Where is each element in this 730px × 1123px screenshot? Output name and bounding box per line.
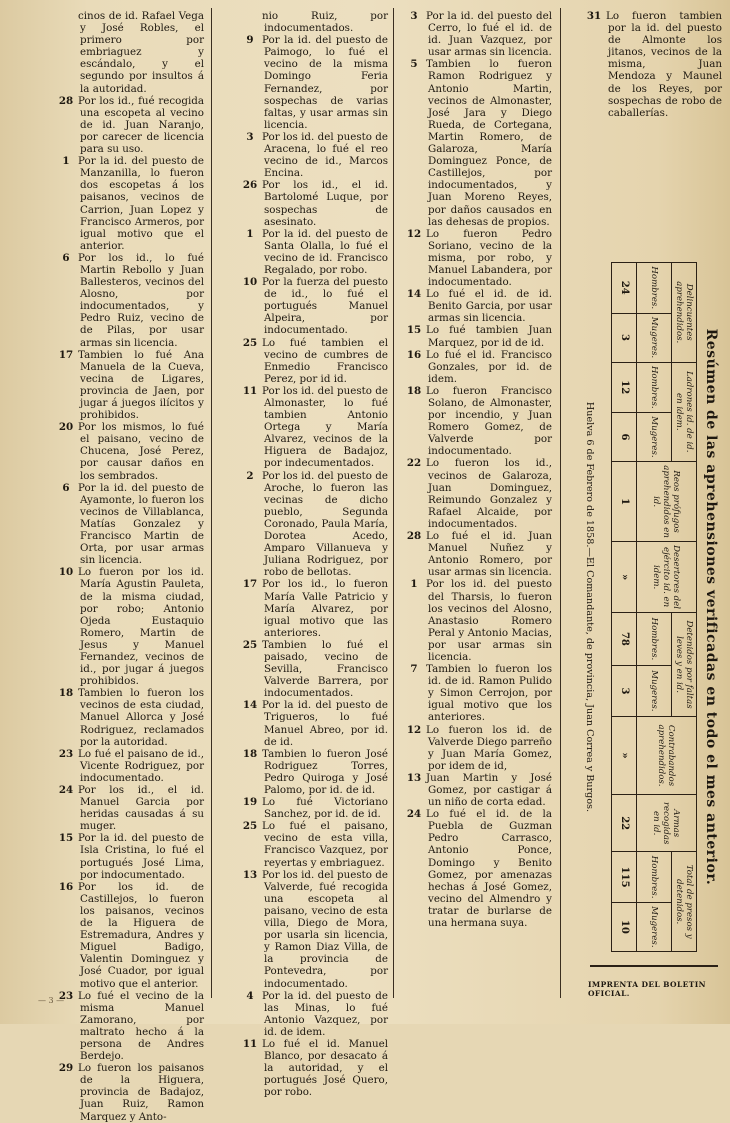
day-number: 3 (410, 10, 418, 22)
report-entry (238, 385, 388, 470)
sub-header-mugeres: Mugeres. (637, 313, 672, 362)
day-number: 18 (406, 384, 422, 397)
day-number: 25 (242, 336, 258, 349)
group-header: Delincuentes aprehendidos. (672, 263, 697, 363)
column-rule (560, 8, 561, 998)
entry-text: Por los id., el id. Manuel Garcia por heridas causadas á su muger. (78, 784, 204, 833)
report-entry (238, 470, 388, 579)
summary-values-row (612, 263, 637, 952)
entry-text: Tambien lo fueron los id. de id. Ramon Pulido y Simon Cerrojon, por igual motivo que los anteriores. (426, 663, 552, 724)
day-number: 1 (410, 578, 418, 591)
entry-text: Por los id. del puesto de Almonaster, lo fué tambien Antonio Ortega y María Alvarez, vecinos de la Higuera de Badajoz, por indecumentados. (262, 384, 388, 470)
entry-text: cinos de id. Rafael Vega y José Robles, el primero por embriaguez y escándalo, y el segundo por insultos á la autoridad. (78, 10, 204, 95)
entry-text: Lo fué el id. Francisco Gonzales, por id. de idem. (426, 348, 552, 385)
report-entry (402, 578, 552, 663)
entry-text: Tambien lo fué Ana Manuela de la Cueva, vecina de Ligares, provincia de Jaen, por jugar á juegos ilícitos y prohibidos. (78, 348, 204, 422)
day-number: 29 (58, 1062, 74, 1075)
day-number: 23 (58, 747, 74, 760)
entry-text: Lo fué el id. de id. Benito Garcia, por usar armas sin licencia. (426, 288, 552, 325)
report-entry (402, 58, 552, 227)
entry-text: Lo fué Victoriano Sanchez, por id. de id. (262, 796, 388, 821)
day-number: 1 (62, 155, 70, 168)
group-header: Contrabandos aprehendidos. (637, 717, 697, 795)
day-number: 13 (406, 771, 422, 784)
day-number: 2 (246, 469, 254, 482)
day-number: 23 (58, 989, 74, 1002)
report-entry (54, 155, 204, 252)
day-number: 24 (406, 808, 422, 821)
report-entry (402, 530, 552, 578)
report-entry (238, 869, 388, 990)
day-number: 5 (410, 58, 418, 71)
entry-text: Tambien lo fué el paisado, vecino de Sevilla, Francisco Valverde Barrera, por indocumentados. (262, 638, 388, 700)
report-entry (238, 820, 388, 868)
report-entry (238, 990, 388, 1038)
day-number: 11 (242, 1037, 258, 1050)
day-number: 14 (406, 288, 422, 301)
day-number: 11 (242, 384, 258, 397)
group-header: Desertores del ejército id. en idem. (637, 542, 697, 613)
entry-text: Por los id. de Castillejos, lo fueron los paisanos, vecinos de la Higuera de Estremadura, Andres y Miguel Badigo, Valentin Dominguez y José Cuador, por igual motivo que el anterior. (78, 880, 204, 990)
report-entry (238, 578, 388, 638)
day-number: 10 (242, 276, 258, 289)
day-number: 16 (58, 880, 74, 893)
entry-text: Lo fué el paisano, vecino de esta villa, Francisco Vazquez, por reyertas y embriaguez. (262, 820, 388, 869)
group-header: Ladrones id. de id. en idem. (672, 362, 697, 462)
entry-text: Por los id. del puesto de Aracena, lo fué el reo vecino de id., Marcos Encina. (262, 130, 388, 180)
sub-header-hombres: Hombres. (637, 852, 672, 903)
day-number: 12 (406, 227, 422, 240)
sub-header-hombres: Hombres. (637, 613, 672, 666)
table-cell: 3 (612, 313, 637, 362)
day-number: 3 (246, 130, 254, 143)
report-entry (54, 881, 204, 990)
day-number: 7 (410, 663, 418, 676)
text-column-1 (54, 10, 204, 1123)
sub-header-mugeres: Mugeres. (637, 665, 672, 716)
report-entry (54, 990, 204, 1063)
report-entry (238, 1038, 388, 1098)
group-header: Reos prófugos aprehendidos en id. (637, 462, 697, 542)
report-entry (54, 784, 204, 832)
entry-text: Por los id., fué recogida una escopeta al vecino de id. Juan Naranjo, por carecer de licencia para su uso. (78, 94, 204, 156)
entry-text: Por la id. del puesto de Trigueros, lo fué Manuel Abreo, por id. de id. (262, 699, 388, 748)
report-entry (402, 228, 552, 288)
entry-text: Lo fué el vecino de la misma Manuel Zamorano, por maltrato hecho á la persona de Andres Berdejo. (78, 989, 204, 1063)
report-entry (402, 457, 552, 530)
day-number: 20 (58, 421, 74, 434)
report-entry (402, 724, 552, 772)
entry-text: Por la id. del puesto de Paimogo, lo fué el vecino de la misma Domingo Feria Fernandez, por sospechas de varias faltas, y usar armas sin licencia. (262, 34, 388, 131)
report-entry (402, 772, 552, 808)
entry-text: Tambien lo fueron José Rodriguez Torres, Pedro Quiroga y José Palomo, por id. de id. (262, 747, 388, 796)
entry-text: Por la id. del puesto de las Minas, lo fué Antonio Vazquez, por id. de idem. (262, 989, 388, 1038)
entry-text: Por los id., el id. Bartolomé Luque, por sospechas de asesinato. (262, 179, 388, 228)
day-number: 19 (242, 796, 258, 809)
summary-group-row (672, 263, 697, 952)
summary-title: Resúmen de las aprehensiones verificadas en todo el mes anterior. (703, 328, 719, 886)
entry-text: Lo fué el id. Juan Manuel Nuñez y Antonio Romero, por usar armas sin licencia. (426, 530, 552, 579)
report-entry (238, 796, 388, 820)
table-cell: 6 (612, 413, 637, 462)
column-rule (393, 8, 394, 998)
report-entry (238, 699, 388, 747)
entry-text: Por la id. del puesto de Ayamonte, lo fueron los vecinos de Villablanca, Matías Gonzalez y Francisco Martin de Orta, por usar armas sin licencia. (78, 481, 204, 567)
report-entry (402, 288, 552, 324)
entry-text: Por los id., lo fueron María Valle Patricio y María Alvarez, por igual motivo que las anteriores. (262, 578, 388, 639)
report-entry (238, 748, 388, 796)
page-folio: — 3 — (38, 996, 65, 1005)
report-entry (54, 1062, 204, 1122)
report-entry (238, 10, 388, 34)
sub-header-hombres: Hombres. (637, 263, 672, 314)
entry-text: Por los id., lo fué Martin Rebollo y Juan Ballesteros, vecinos del Alosno, por indocumentados, y Pedro Ruiz, vecino de de Pilas, por usar armas sin licencia. (78, 251, 204, 349)
report-entry (54, 566, 204, 687)
day-number: 15 (406, 324, 422, 337)
day-number: 6 (62, 481, 70, 494)
report-entry (54, 687, 204, 747)
day-number: 13 (242, 868, 258, 881)
report-entry (54, 252, 204, 349)
report-entry (54, 349, 204, 422)
day-number: 25 (242, 820, 258, 833)
sub-header-mugeres: Mugeres. (637, 413, 672, 462)
summary-table-rotated (581, 132, 721, 952)
entry-text: Lo fueron Francisco Solano, de Almonaster, por incendio, y Juan Romero Gomez, de Valverde por indocumentado. (426, 384, 552, 458)
table-cell: 1 (612, 462, 637, 542)
table-cell: 22 (612, 795, 637, 852)
entry-text: Por la fuerza del puesto de id., lo fué el portugués Manuel Alpeira, por indocumentado. (262, 276, 388, 337)
report-entry (238, 639, 388, 699)
report-entry (238, 337, 388, 385)
entry-text: Lo fueron los paisanos de la Higuera, provincia de Badajoz, Juan Ruiz, Ramon Marquez y Anto- (78, 1062, 204, 1123)
entry-text: Lo fueron tambien por la id. del puesto de Almonte los jitanos, vecinos de la misma, Juan Mendoza y Maunel de los Reyes, por sospechas de robo de caballerías. (606, 10, 722, 119)
entry-text: Por los id. del puesto de Valverde, fué recogida una escopeta al paisano, vecino de esta villa, Diego de Mora, por usarla sin licencia, y Ramon Diaz Villa, de la provincia de Pontevedra, por indocumentado. (262, 868, 388, 990)
report-entry (402, 324, 552, 348)
day-number: 16 (406, 348, 422, 361)
report-entry (238, 228, 388, 276)
day-number: 4 (246, 989, 254, 1002)
table-cell: » (612, 717, 637, 795)
day-number: 10 (58, 566, 74, 579)
day-number: 22 (406, 457, 422, 470)
report-entry (54, 421, 204, 481)
day-number: 28 (58, 94, 74, 107)
entry-text: Por los mismos, lo fué el paisano, vecino de Chucena, José Perez, por causar daños en los sembrados. (78, 421, 204, 482)
table-cell: 78 (612, 613, 637, 666)
table-cell: 12 (612, 362, 637, 413)
text-column-3 (402, 10, 552, 1010)
table-cell: 10 (612, 902, 637, 951)
day-number: 9 (246, 34, 254, 47)
entry-text: Juan Martin y José Gomez, por castigar á un niño de corta edad. (426, 771, 552, 809)
day-number: 18 (242, 747, 258, 760)
entry-text: Por la id. del puesto de Santa Olalla, lo fué el vecino de id. Francisco Regalado, por robo. (262, 227, 388, 276)
day-number: 15 (58, 832, 74, 845)
text-column-2 (238, 10, 388, 1099)
day-number: 24 (58, 784, 74, 796)
day-number: 1 (246, 227, 254, 240)
entry-text: Tambien lo fueron los vecinos de esta ciudad, Manuel Allorca y José Rodriguez, reclamados por la autoridad. (78, 687, 204, 748)
report-entry (238, 34, 388, 131)
bottom-rule (590, 965, 718, 967)
day-number: 12 (406, 723, 422, 736)
column-rule (211, 8, 212, 998)
report-entry (238, 131, 388, 179)
report-entry (54, 482, 204, 567)
entry-text: Tambien lo fueron Ramon Rodriguez y Antonio Martin, vecinos de Almonaster, José Jara y Diego Rueda, de Cortegana, Martin Romero, de Galaroza, María Dominguez Ponce, de Castillejos, por indocumentados, y Juan Moreno Reyes, por daños causados en las dehesas de propios. (426, 58, 552, 228)
entry-text: Por la id. del puesto del Cerro, lo fué el id. de id. Juan Vazquez, por usar armas sin licencia. (426, 10, 552, 59)
report-entry (238, 179, 388, 227)
report-entry (54, 832, 204, 880)
sub-header-hombres: Hombres. (637, 362, 672, 413)
report-entry (402, 349, 552, 385)
day-number: 14 (242, 699, 258, 712)
entry-text: Lo fueron los id., vecinos de Galaroza, Juan Dominguez, Reimundo Gonzalez y Rafael Alcaide, por indocumentados. (426, 457, 552, 530)
day-number: 25 (242, 638, 258, 651)
report-entry (54, 748, 204, 784)
report-entry (54, 10, 204, 95)
group-header: Armas recogidas en id. (637, 795, 697, 852)
day-number: 26 (242, 179, 258, 192)
entry-text: Lo fué el id. Manuel Blanco, por desacato á la autoridad, y el portugués José Quero, por robo. (262, 1037, 388, 1099)
group-header: Detenidos por faltas leves y en id. (672, 613, 697, 717)
table-cell: 115 (612, 852, 637, 903)
entry-text: Por la id. del puesto de Isla Cristina, lo fué el portugués José Lima, por indocumentado. (78, 832, 204, 881)
day-number: 18 (58, 687, 74, 700)
entry-text: Por los id. del puesto del Tharsis, lo fueron los vecinos del Alosno, Anastasio Romero Peral y Antonio Macias, por usar armas sin licencia. (426, 578, 552, 663)
entry-text: Lo fueron por los id. María Agustin Pauleta, de la misma ciudad, por robo; Antonio Ojeda Eustaquio Romero, Martin de Jesus y Manuel Fernandez, vecinos de id., por jugar á juegos prohibidos. (78, 566, 204, 688)
entry-text: Lo fué tambien el vecino de cumbres de Enmedio Francisco Perez, por id id. (262, 336, 388, 385)
table-cell: » (612, 542, 637, 613)
report-entry (54, 95, 204, 155)
summary-table-region (581, 132, 721, 952)
report-entry (582, 10, 722, 119)
sub-header-mugeres: Mugeres. (637, 902, 672, 951)
day-number: 6 (62, 251, 70, 264)
table-cell: 24 (612, 263, 637, 314)
day-number: 17 (58, 348, 74, 361)
report-entry (402, 808, 552, 929)
report-entry (402, 10, 552, 58)
day-number: 17 (242, 578, 258, 591)
entry-text: Lo fué tambien Juan Marquez, por id de id. (426, 324, 552, 349)
group-header: Total de presos y detenidos. (672, 852, 697, 952)
printer-imprint: IMPRENTA DEL BOLETIN OFICIAL. (588, 980, 706, 998)
table-cell: 3 (612, 665, 637, 716)
entry-text: Lo fueron los id. de Valverde Diego parreño y Juan María Gomez, por idem de id, (426, 723, 552, 772)
entry-text: Por la id. del puesto de Manzanilla, lo fueron dos escopetas á los paisanos, vecinos de Carrion, Juan Lopez y Francisco Armeros, por igual motivo que el anterior. (78, 155, 204, 252)
entry-text: Por los id. del puesto de Aroche, lo fueron las vecinas de dicho pueblo, Segunda Coronado, Paula María, Dorotea Acedo, Amparo Villanueva y Juliana Rodriguez, por robo de bellotas. (262, 469, 388, 579)
summary-table (611, 262, 697, 952)
report-entry (238, 276, 388, 336)
day-number: 31 (586, 10, 602, 22)
entry-text: Lo fueron Pedro Soriano, vecino de la misma, por robo, y Manuel Labandera, por indocumentado. (426, 227, 552, 289)
day-number: 28 (406, 530, 422, 543)
entry-text: Lo fué el paisano de id., Vicente Rodriguez, por indocumentado. (78, 747, 204, 784)
entry-text: Lo fué el id. de la Puebla de Guzman Pedro Carrasco, Antonio Ponce, Domingo y Benito Gomez, por amenazas hechas á José Gomez, vecino del Almendro y tratar de burlarse de una hermana suya. (426, 808, 552, 930)
report-entry (402, 663, 552, 723)
report-entry (402, 385, 552, 458)
signature-line: Huelva 6 de Febrero de 1858.—El Comandante, de provincia, Juan Correa y Burgos. (584, 401, 595, 813)
entry-text: nio Ruiz, por indocumentados. (262, 10, 388, 35)
